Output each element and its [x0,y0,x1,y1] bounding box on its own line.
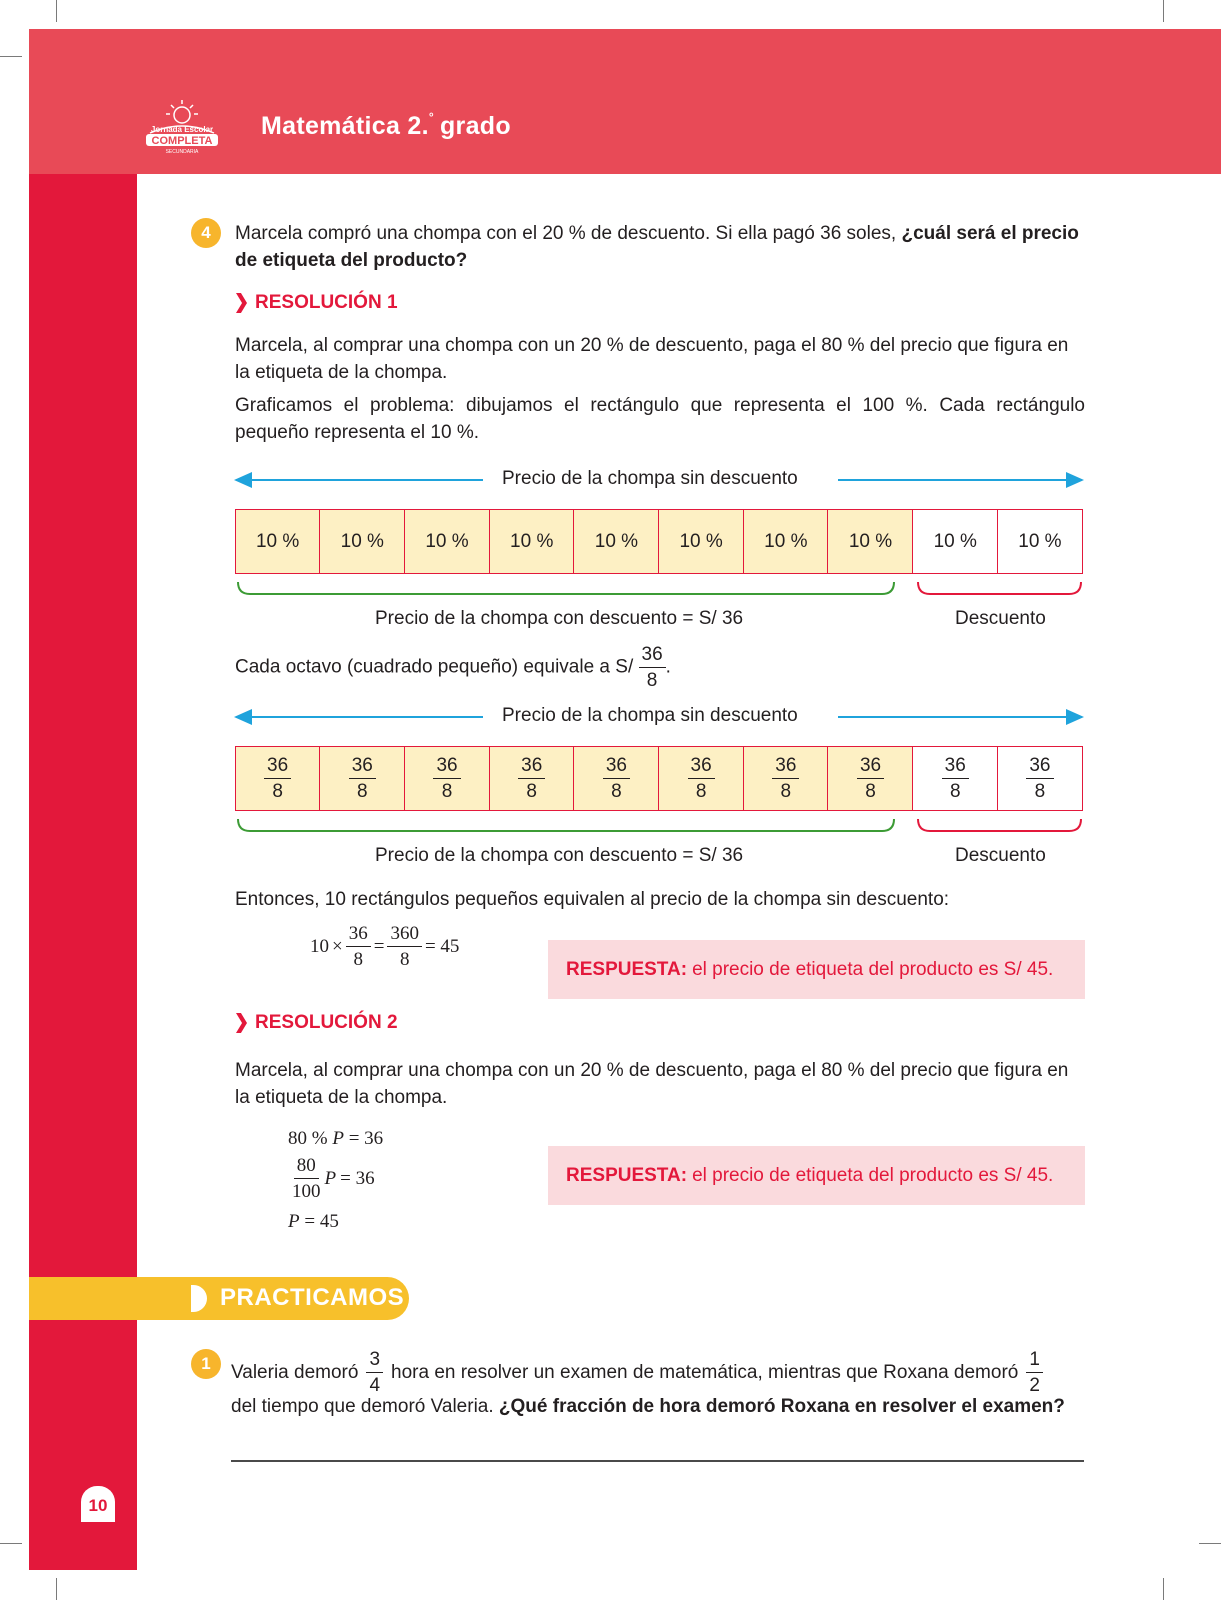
fraction-3-4: $\frac{3}{4}$ [366,1350,383,1395]
chevron-right-icon [236,293,247,313]
percent-cell: 10 % [235,509,321,574]
cell-fraction: $\frac{36}{8}$ [433,756,460,801]
fraction-cell [658,746,744,811]
problem-number-badge: 4 [191,218,221,248]
entonces-sentence: Entonces, 10 rectángulos pequeños equivalen al precio de la chompa sin descuento: [235,889,950,910]
problem-statement: Marcela compró una chompa con el 20 % de descuento. Si ella pagó 36 soles, ¿cuál será el precio de etiqueta del producto? [235,223,1079,271]
jornada-completa-logo [142,97,222,157]
percent-cell: 10 % [658,509,744,574]
crop-mark [0,56,22,57]
logo-line-3: SECUNDARIA [165,149,199,155]
crop-mark [56,1578,57,1600]
fraction-cell [235,746,321,811]
diagram-1-bar [236,509,1083,574]
crop-mark [0,1543,22,1544]
cell-fraction: $\frac{36}{8}$ [772,756,799,801]
cell-fraction: $\frac{36}{8}$ [688,756,715,801]
fraction-cell [573,746,659,811]
cell-fraction: $\frac{36}{8}$ [857,756,884,801]
answer-line [231,1460,1084,1462]
resolucion-2-paragraph: Marcela, al comprar una chompa con un 20 % de descuento, paga el 80 % del precio que figura en la etiqueta de la chompa. [235,1060,1069,1108]
practicamos-title: PRACTICAMOS [220,1284,405,1311]
diagram-2-discount-label: Descuento [955,845,1046,866]
cell-fraction: $\frac{36}{8}$ [264,756,291,801]
diagram-2-top-label: Precio de la chompa sin descuento [502,705,798,726]
fraction-cell [827,746,913,811]
percent-cell: 10 % [827,509,913,574]
resolucion-2-answer-box: RESPUESTA: el precio de etiqueta del producto es S/ 45. [548,1146,1085,1205]
question-number-badge: 1 [191,1349,221,1379]
diagram-1-paid-label: Precio de la chompa con descuento = S/ 36 [375,608,744,629]
cell-fraction: $\frac{36}{8}$ [942,756,969,801]
page-sidebar [29,174,137,1570]
resolucion-1-answer-box: RESPUESTA: el precio de etiqueta del producto es S/ 45. [548,940,1085,999]
equation-result: P = 45 [288,1211,339,1232]
cell-fraction: $\frac{36}{8}$ [518,756,545,801]
fraction-cell [404,746,490,811]
diagram-1-top-label: Precio de la chompa sin descuento [502,468,798,489]
resolucion-1-heading: RESOLUCIÓN 1 [236,292,398,314]
percent-cell: 10 % [912,509,998,574]
fraction-cell [319,746,405,811]
calculation-10x36-8: 10 × $\frac{36}{8}$ = $\frac{360}{8}$ = 45 [310,923,460,970]
logo-line-2: COMPLETA [151,135,213,147]
fraction-cell [743,746,829,811]
resolucion-1-paragraph-2: Graficamos el problema: dibujamos el rectángulo que representa el 100 %. Cada rectángulo pequeño representa el 10 %. [235,395,1085,443]
crop-mark [1163,1578,1164,1600]
crop-mark [1163,0,1164,22]
page-number: 10 [81,1486,115,1522]
question-1-line-1: Valeria demoró $\frac{3}{4}$ hora en resolver un examen de matemática, mientras que Roxana demoró $\frac{1}{2}$ [231,1350,1085,1395]
diagram-1-discount-label: Descuento [955,608,1046,629]
fraction-cell [489,746,575,811]
fraction-1-2: $\frac{1}{2}$ [1026,1350,1043,1395]
percent-cell: 10 % [743,509,829,574]
percent-cell: 10 % [404,509,490,574]
percent-cell: 10 % [573,509,659,574]
fraction-cell [912,746,998,811]
percent-cell: 10 % [997,509,1083,574]
cell-fraction: $\frac{36}{8}$ [349,756,376,801]
diagram-2-paid-label: Precio de la chompa con descuento = S/ 36 [375,845,744,866]
diagram-1-braces [230,580,1090,600]
diagram-2-bar [236,746,1083,811]
equation-80-over-100: $\frac{80}{100}$ P = 36 [292,1155,375,1202]
logo-line-1: Jornada Escolar [150,125,214,134]
crop-mark [56,0,57,22]
resolucion-1-paragraph-1: Marcela, al comprar una chompa con un 20 % de descuento, paga el 80 % del precio que figura en la etiqueta de la chompa. [235,335,1069,383]
fraction-cell [997,746,1083,811]
octavo-fraction: $\frac{36}{8}$ [639,645,666,690]
resolucion-2-heading: RESOLUCIÓN 2 [236,1012,398,1034]
crop-mark [1199,1543,1221,1544]
percent-cell: 10 % [489,509,575,574]
diagram-2-braces [230,817,1090,837]
question-1-line-2: del tiempo que demoró Valeria. ¿Qué fracción de hora demoró Roxana en resolver el examen? [231,1396,1065,1417]
page-title: Matemática 2.° grado [261,110,511,140]
percent-cell: 10 % [319,509,405,574]
chevron-right-icon [236,1013,247,1033]
octavo-sentence: Cada octavo (cuadrado pequeño) equivale a S/ $\frac{36}{8}$ . [235,644,671,691]
equation-80-percent: 80 % P = 36 [288,1128,384,1149]
cell-fraction: $\frac{36}{8}$ [1026,756,1053,801]
cell-fraction: $\frac{36}{8}$ [603,756,630,801]
